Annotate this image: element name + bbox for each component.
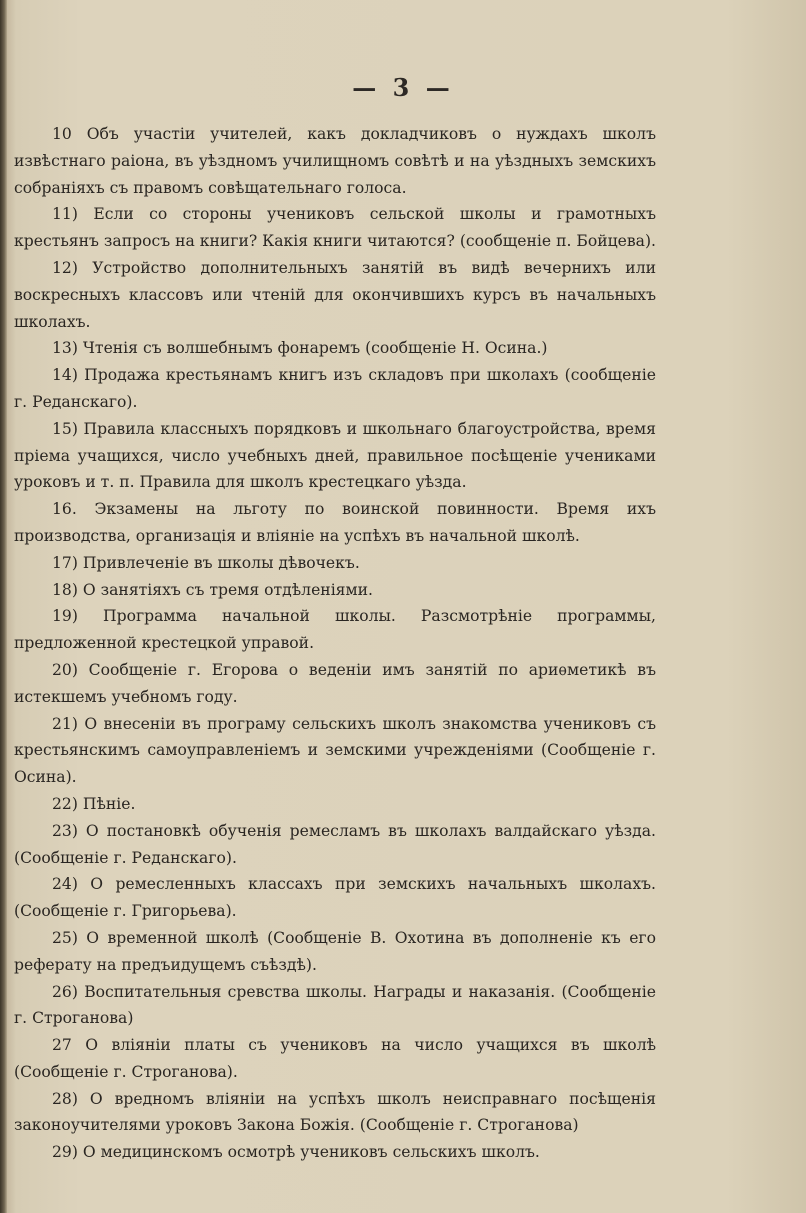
page-number: — 3 — bbox=[352, 73, 454, 102]
list-item: 10 Объ участіи учителей, какъ докладчиковъ о нуждахъ школъ извѣстнаго раіона, въ уѣздномъ училищномъ совѣтѣ и на уѣздныхъ земскихъ собраніяхъ съ правомъ совѣщательнаго голоса. bbox=[14, 125, 656, 197]
list-item: 19) Программа начальной школы. Разсмотрѣніе программы, предложенной крестецкой управой. bbox=[14, 607, 656, 653]
list-item: 11) Если со стороны учениковъ сельской школы и грамотныхъ крестьянъ запросъ на книги? Какія книги читаются? (сообщеніе п. Бойцева). bbox=[14, 205, 657, 251]
list-item: 22) Пѣніе. bbox=[52, 794, 136, 813]
page-spine bbox=[0, 0, 7, 1213]
list-item: 23) О постановкѣ обученія ремесламъ въ школахъ валдайскаго уѣзда. (Сообщеніе г. Реданскаго). bbox=[14, 821, 656, 867]
list-item: 21) О внесеніи въ програму сельскихъ школъ знакомства учениковъ съ крестьянскимъ самоуправленіемъ и земскими учрежденіями (Сообщеніе г. Осина). bbox=[14, 714, 656, 787]
agenda-list bbox=[14, 121, 656, 1166]
list-item: 15) Правила классныхъ порядковъ и школьнаго благоустройства, время пріема учащихся, число учебныхъ дней, правильное посѣщеніе учениками уроковъ и т. п. Правила для школъ крестецкаго уѣзда. bbox=[14, 419, 656, 492]
list-item: 28) О вредномъ вліяніи на успѣхъ школъ неисправнаго посѣщенія законоучителями уроковъ Закона Божія. (Сообщеніе г. Строганова) bbox=[14, 1089, 656, 1135]
list-item: 26) Воспитательныя сревства школы. Награды и наказанія. (Сообщеніе г. Строганова) bbox=[14, 982, 656, 1028]
list-item: 18) О занятіяхъ съ тремя отдѣленіями. bbox=[52, 580, 374, 599]
list-item: 12) Устройство дополнительныхъ занятій въ видѣ вечернихъ или воскресныхъ классовъ или чтеній для окончившихъ курсъ въ начальныхъ школахъ. bbox=[14, 258, 656, 331]
list-item: 13) Чтенія съ волшебнымъ фонаремъ (сообщеніе Н. Осина.) bbox=[52, 339, 548, 358]
list-item: 25) О временной школѣ (Сообщеніе В. Охотина въ дополненіе къ его реферату на предъидущемъ съѣздѣ). bbox=[14, 928, 656, 974]
list-item: 14) Продажа крестьянамъ книгъ изъ складовъ при школахъ (сообщеніе г. Реданскаго). bbox=[14, 366, 656, 411]
list-item: 17) Привлеченіе въ школы дѣвочекъ. bbox=[52, 553, 360, 572]
list-item: 16. Экзамены на льготу по воинской повинности. Время ихъ производства, организація и вліяніе на успѣхъ въ начальной школѣ. bbox=[14, 500, 656, 545]
list-item: 24) О ремесленныхъ классахъ при земскихъ начальныхъ школахъ. (Сообщеніе г. Григорьева). bbox=[14, 875, 656, 921]
list-item: 29) О медицинскомъ осмотрѣ учениковъ сельскихъ школъ. bbox=[52, 1143, 540, 1162]
list-item: 20) Сообщеніе г. Егорова о веденіи имъ занятій по ариѳметикѣ въ истекшемъ учебномъ году. bbox=[14, 660, 656, 706]
list-item: 27 О вліяніи платы съ учениковъ на число учащихся въ школѣ (Сообщеніе г. Строганова). bbox=[14, 1036, 656, 1081]
